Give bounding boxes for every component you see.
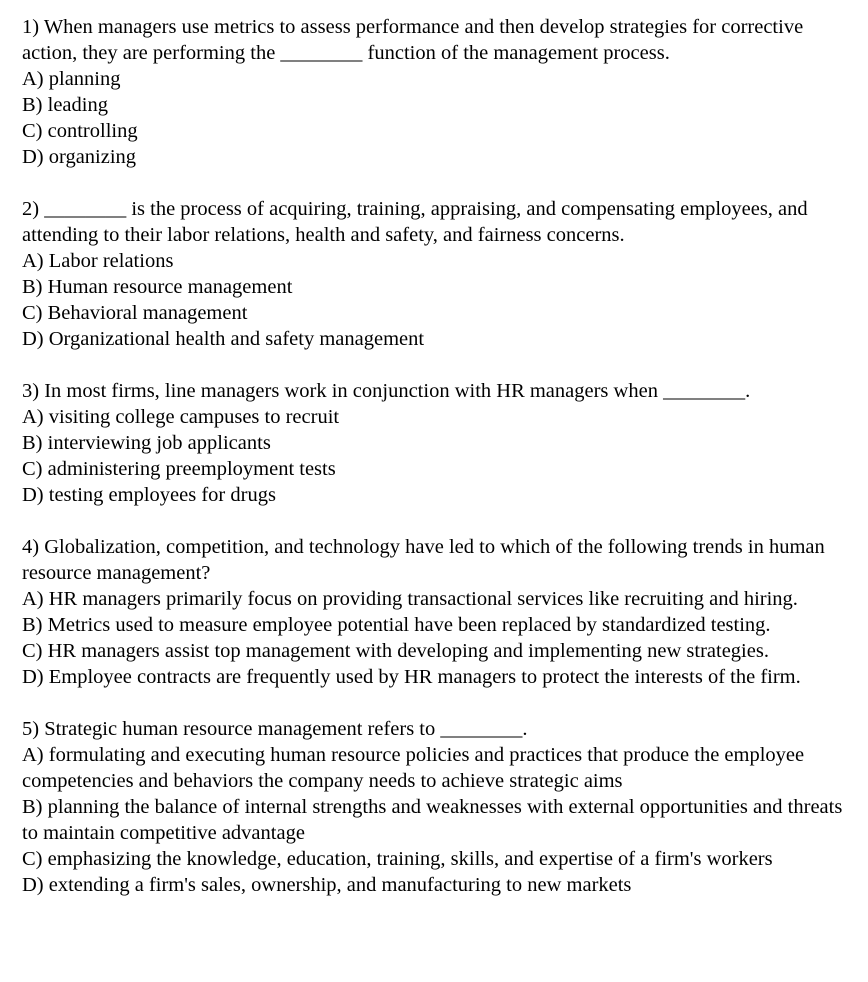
question-5 <box>22 716 852 898</box>
question-3 <box>22 378 852 508</box>
option-c: C) Behavioral management <box>22 302 248 324</box>
option-b: B) interviewing job applicants <box>22 432 271 454</box>
option-a: A) formulating and executing human resource policies and practices that produce the employee competencies and behaviors the company needs to achieve strategic aims <box>22 744 805 792</box>
question-stem: 5) Strategic human resource management refers to ________. <box>22 718 528 740</box>
option-b: B) planning the balance of internal strengths and weaknesses with external opportunities and threats to maintain competitive advantage <box>22 796 843 844</box>
option-a: A) Labor relations <box>22 250 174 272</box>
option-b: B) leading <box>22 94 108 116</box>
option-a: A) visiting college campuses to recruit <box>22 406 340 428</box>
option-d: D) testing employees for drugs <box>22 484 276 506</box>
option-c: C) administering preemployment tests <box>22 458 336 480</box>
question-2 <box>22 196 852 352</box>
question-1 <box>22 14 852 170</box>
option-d: D) extending a firm's sales, ownership, and manufacturing to new markets <box>22 874 632 896</box>
quiz-document <box>22 14 852 924</box>
option-d: D) organizing <box>22 146 137 168</box>
option-d: D) Organizational health and safety management <box>22 328 425 350</box>
question-stem: 2) ________ is the process of acquiring, training, appraising, and compensating employees, and attending to their labor relations, health and safety, and fairness concerns. <box>22 198 813 246</box>
question-4 <box>22 534 852 690</box>
option-c: C) emphasizing the knowledge, education, training, skills, and expertise of a firm's workers <box>22 848 773 870</box>
option-c: C) HR managers assist top management with developing and implementing new strategies. <box>22 640 769 662</box>
option-a: A) HR managers primarily focus on providing transactional services like recruiting and hiring. <box>22 588 798 610</box>
option-a: A) planning <box>22 68 121 90</box>
option-b: B) Human resource management <box>22 276 293 298</box>
question-stem: 4) Globalization, competition, and technology have led to which of the following trends in human resource management? <box>22 536 830 584</box>
question-stem: 1) When managers use metrics to assess performance and then develop strategies for corrective action, they are performing the ________ function of the management process. <box>22 16 809 64</box>
option-b: B) Metrics used to measure employee potential have been replaced by standardized testing. <box>22 614 771 636</box>
option-c: C) controlling <box>22 120 138 142</box>
question-stem: 3) In most firms, line managers work in conjunction with HR managers when ________. <box>22 380 751 402</box>
option-d: D) Employee contracts are frequently used by HR managers to protect the interests of the firm. <box>22 666 801 688</box>
